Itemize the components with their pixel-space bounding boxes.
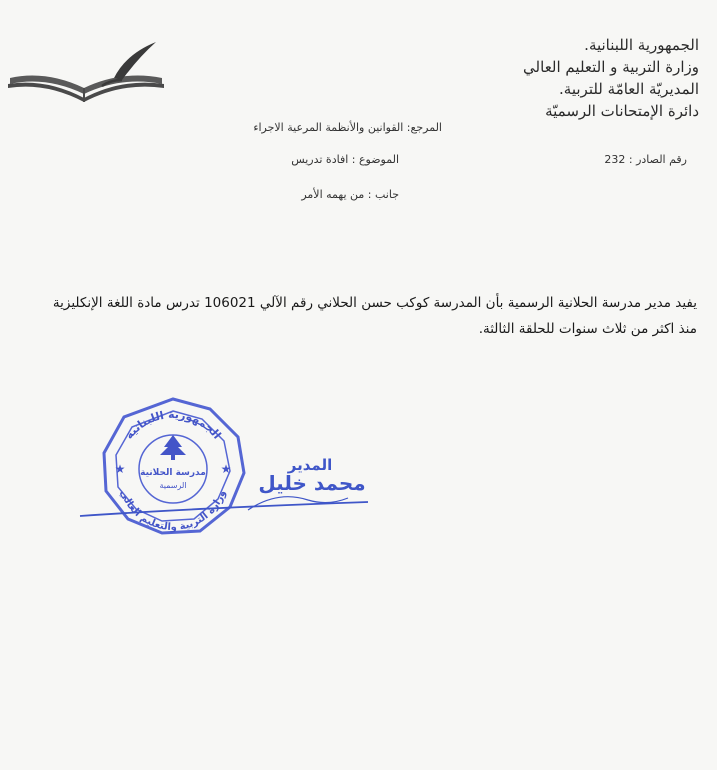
header-republic: الجمهورية اللبنانية. <box>584 36 699 54</box>
signature <box>78 440 378 530</box>
ministry-logo <box>6 40 166 112</box>
body-paragraph-line-2: منذ اكثر من ثلاث سنوات للحلقة الثالثة. <box>478 321 697 337</box>
header-directorate: المديريّة العامّة للتربية. <box>559 80 699 98</box>
reference-line: المرجع: القوانين والأنظمة المرعية الاجراء <box>253 121 442 134</box>
stamp-top-text: الجمهورية اللبنانية <box>122 407 224 442</box>
signature-name: محمد خليل <box>258 471 366 495</box>
header-department: دائرة الإمتحانات الرسميّة <box>545 102 699 120</box>
signature-title: المدير <box>287 456 333 474</box>
star-icon: ★ <box>220 462 232 476</box>
stamp-school-type: الرسمية <box>159 481 187 490</box>
outgoing-number: رقم الصادر : 232 <box>604 153 687 166</box>
stamp-bottom-text: وزارة التربية والتعليم العالي <box>117 488 229 534</box>
body-paragraph-line-1: يفيد مدير مدرسة الحلانية الرسمية بأن المدرسة كوكب حسن الحلاني رقم الآلي 106021 تدرس مادة اللغة الإنكليزية <box>52 295 697 311</box>
header-ministry: وزارة التربية و التعليم العالي <box>523 58 699 76</box>
recipient-line: جانب : من يهمه الأمر <box>301 188 399 201</box>
stamp-school-name: مدرسة الحلانية <box>140 468 206 478</box>
star-icon: ★ <box>114 462 126 476</box>
subject-line: الموضوع : افادة تدريس <box>291 153 399 166</box>
